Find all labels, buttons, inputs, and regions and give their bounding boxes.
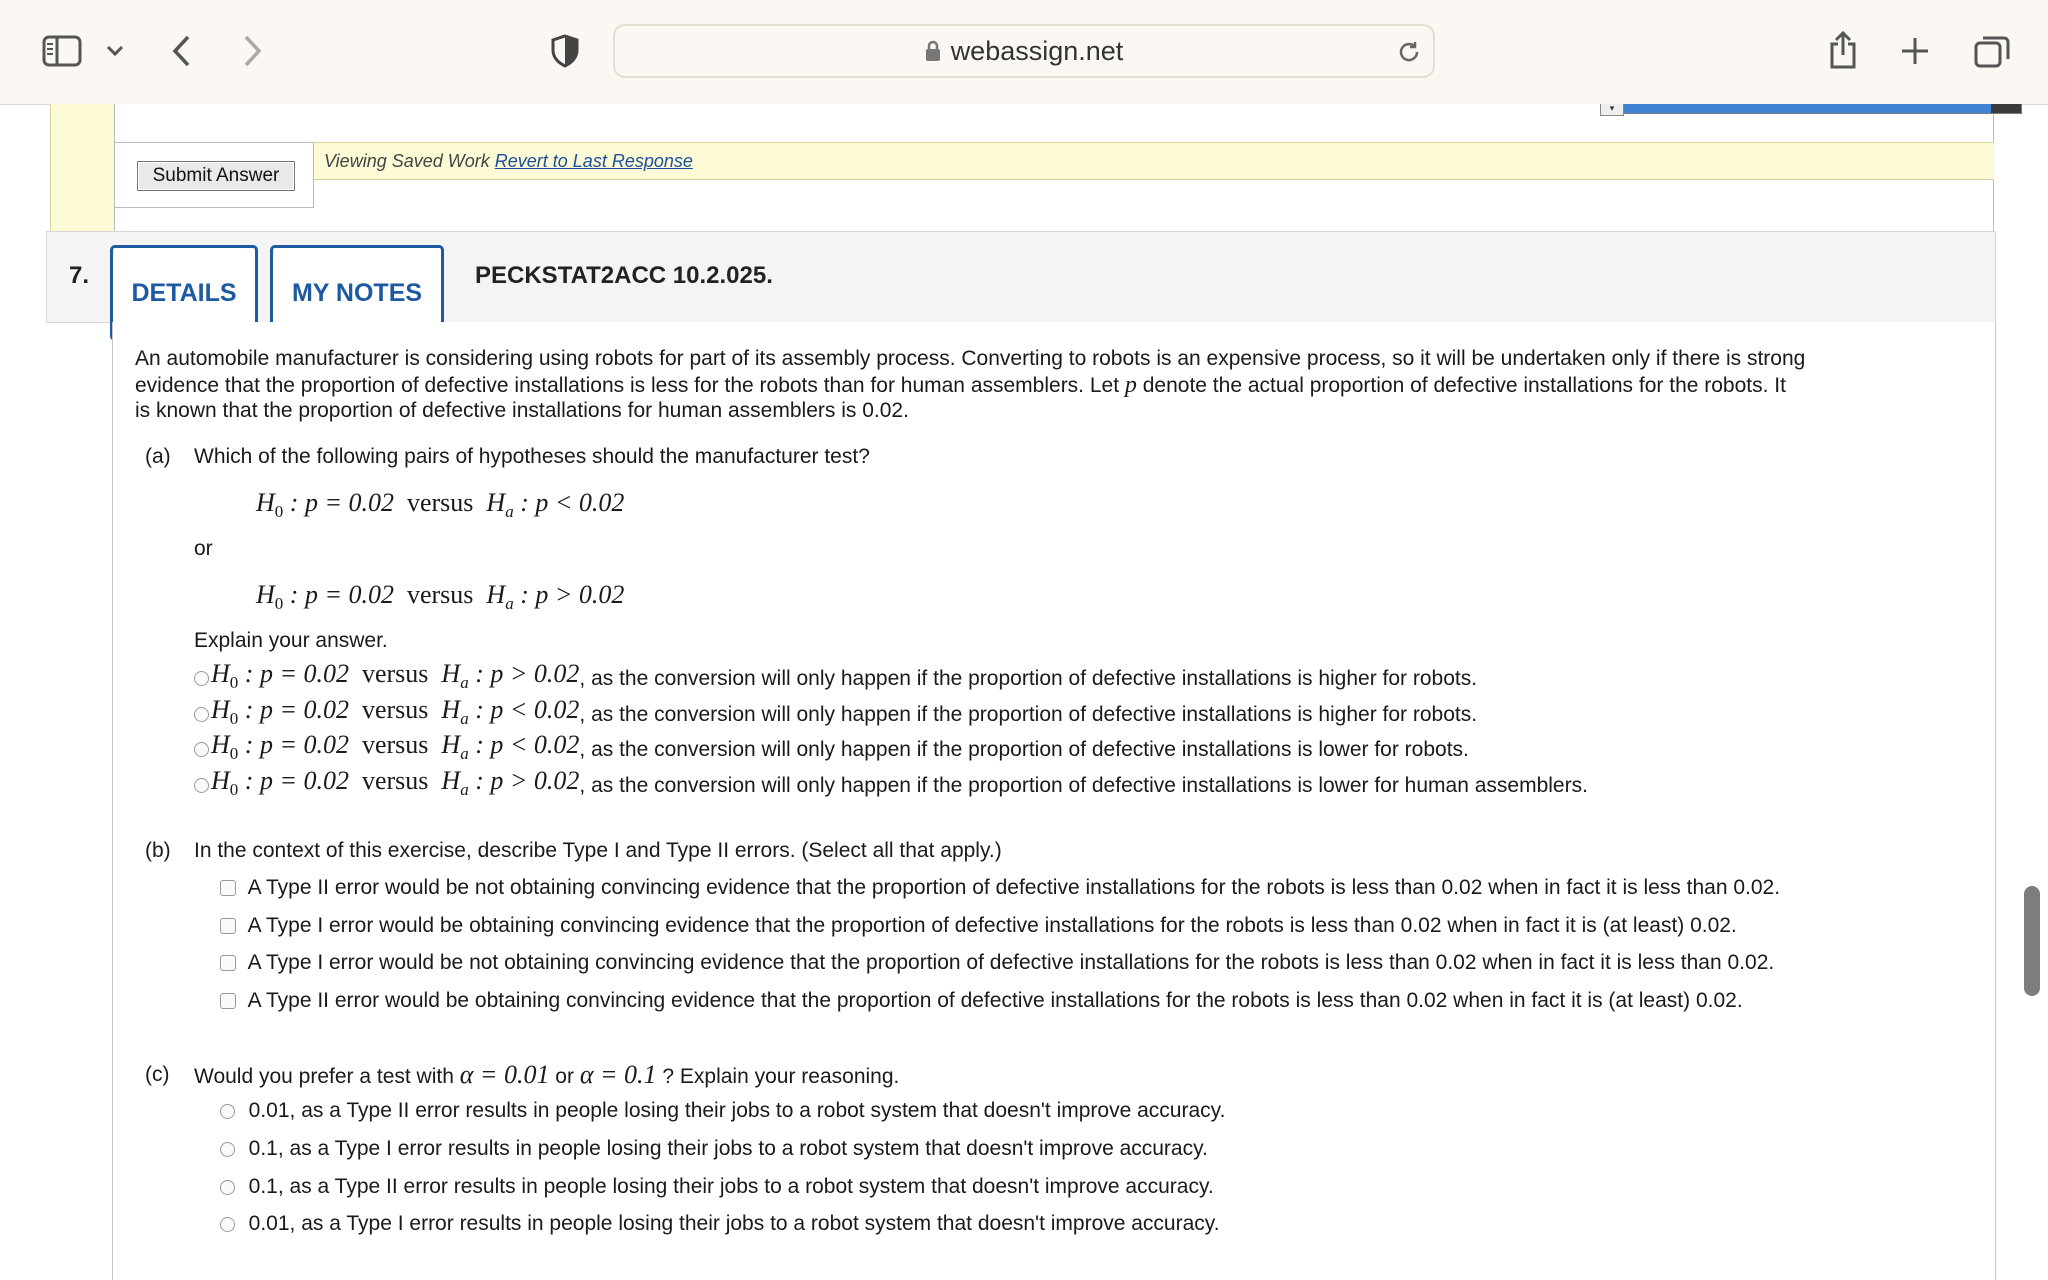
lock-icon xyxy=(925,40,941,62)
radio-button[interactable] xyxy=(194,778,209,793)
part-c-option-4[interactable]: 0.01, as a Type I error results in people losing their jobs to a robot system that doesn't improve accuracy. xyxy=(220,1211,1220,1237)
intro-line-3: is known that the proportion of defective installations for human assemblers is 0.02. xyxy=(135,399,909,422)
saved-work-notice xyxy=(312,142,1994,180)
part-a-prompt: Which of the following pairs of hypotheses should the manufacturer test? xyxy=(194,445,870,468)
checkbox[interactable] xyxy=(220,955,236,971)
checkbox[interactable] xyxy=(220,880,236,896)
part-a-option-4[interactable]: $H_0$ : p = 0.02 versus $H_a$ : p > 0.02 , as the conversion will only happen if the proportion of defective installations is lower for human assemblers. xyxy=(194,768,1588,803)
url-text: webassign.net xyxy=(950,35,1124,66)
browser-toolbar xyxy=(0,0,2048,105)
previous-input-highlight[interactable] xyxy=(1600,104,2022,114)
part-a-option-1[interactable]: $H_0$ : p = 0.02 versus $H_a$ : p > 0.02 , as the conversion will only happen if the proportion of defective installations is higher for robots. xyxy=(194,661,1477,696)
page-content xyxy=(0,104,2048,1280)
or-text: or xyxy=(194,537,213,560)
question-number: 7. xyxy=(69,262,90,289)
radio-button[interactable] xyxy=(194,742,209,757)
my-notes-button[interactable]: MY NOTES xyxy=(270,245,444,341)
part-c-option-2[interactable]: 0.1, as a Type I error results in people losing their jobs to a robot system that doesn't improve accuracy. xyxy=(220,1136,1208,1162)
radio-button[interactable] xyxy=(194,671,209,686)
part-c-option-1[interactable]: 0.01, as a Type II error results in people losing their jobs to a robot system that doesn't improve accuracy. xyxy=(220,1098,1225,1124)
details-button[interactable]: DETAILS xyxy=(110,245,258,341)
part-a-option-2[interactable]: $H_0$ : p = 0.02 versus $H_a$ : p < 0.02 , as the conversion will only happen if the proportion of defective installations is higher for robots. xyxy=(194,697,1477,732)
part-b-prompt: In the context of this exercise, describe Type I and Type II errors. (Select all that apply.) xyxy=(194,839,1002,862)
part-b-label: (b) xyxy=(145,839,171,862)
dropdown-arrow-icon[interactable]: ▾ xyxy=(1600,104,1624,116)
vertical-scrollbar[interactable] xyxy=(2024,886,2040,996)
radio-button[interactable] xyxy=(220,1104,235,1119)
saved-work-text: Viewing Saved Work xyxy=(324,151,490,171)
submit-area xyxy=(114,142,314,208)
checkbox[interactable] xyxy=(220,993,236,1009)
question-code: PECKSTAT2ACC 10.2.025. xyxy=(475,262,773,289)
submit-answer-button[interactable]: Submit Answer xyxy=(137,161,295,191)
checkbox[interactable] xyxy=(220,918,236,934)
tab-overview-icon[interactable] xyxy=(1972,32,2012,70)
new-tab-plus-icon[interactable] xyxy=(1898,34,1932,68)
back-arrow-icon[interactable] xyxy=(166,32,196,70)
question-body xyxy=(112,322,1996,1280)
radio-button[interactable] xyxy=(220,1217,235,1232)
part-b-option-2[interactable]: A Type I error would be obtaining convincing evidence that the proportion of defective installations for the robots is less than 0.02 when in fact it is (at least) 0.02. xyxy=(220,913,1737,939)
variable-p: p xyxy=(1124,372,1137,398)
explain-prompt: Explain your answer. xyxy=(194,629,388,652)
sidebar-toggle-icon[interactable] xyxy=(40,33,84,69)
hypothesis-pair-2: $H_0$ : p = 0.02 versus $H_a$ : p > 0.02 xyxy=(256,580,625,614)
intro-line-2: evidence that the proportion of defective installations is less for the robots than for human assemblers. Let p denote the actual proportion of defective installations for the robots. It xyxy=(135,372,1786,398)
part-b-option-3[interactable]: A Type I error would be not obtaining convincing evidence that the proportion of defective installations for the robots is less than 0.02 when in fact it is less than 0.02. xyxy=(220,950,1774,976)
part-b-option-1[interactable]: A Type II error would be not obtaining convincing evidence that the proportion of defective installations for the robots is less than 0.02 when in fact it is less than 0.02. xyxy=(220,875,1780,901)
radio-button[interactable] xyxy=(220,1142,235,1157)
radio-button[interactable] xyxy=(220,1180,235,1195)
part-c-option-3[interactable]: 0.1, as a Type II error results in people losing their jobs to a robot system that doesn't improve accuracy. xyxy=(220,1174,1214,1200)
revert-link[interactable]: Revert to Last Response xyxy=(494,151,693,171)
part-c-prompt: Would you prefer a test with α = 0.01 or α = 0.1 ? Explain your reasoning. xyxy=(194,1060,900,1089)
reload-icon[interactable] xyxy=(1395,38,1423,66)
privacy-shield-icon[interactable] xyxy=(548,32,582,70)
part-a-label: (a) xyxy=(145,445,171,468)
forward-arrow-icon[interactable] xyxy=(238,32,268,70)
radio-button[interactable] xyxy=(194,707,209,722)
share-icon[interactable] xyxy=(1826,28,1860,72)
part-a-option-3[interactable]: $H_0$ : p = 0.02 versus $H_a$ : p < 0.02 , as the conversion will only happen if the proportion of defective installations is lower for robots. xyxy=(194,732,1469,767)
address-bar[interactable] xyxy=(613,24,1435,78)
intro-line-1: An automobile manufacturer is considering using robots for part of its assembly process. Converting to robots is an expensive process, so it will be undertaken only if there is strong xyxy=(135,347,1806,370)
part-c-label: (c) xyxy=(145,1063,170,1086)
hypothesis-pair-1: $H_0$ : p = 0.02 versus $H_a$ : p < 0.02 xyxy=(256,488,625,522)
part-b-option-4[interactable]: A Type II error would be obtaining convincing evidence that the proportion of defective installations for the robots is less than 0.02 when in fact it is (at least) 0.02. xyxy=(220,988,1743,1014)
chevron-down-icon[interactable] xyxy=(104,40,126,62)
